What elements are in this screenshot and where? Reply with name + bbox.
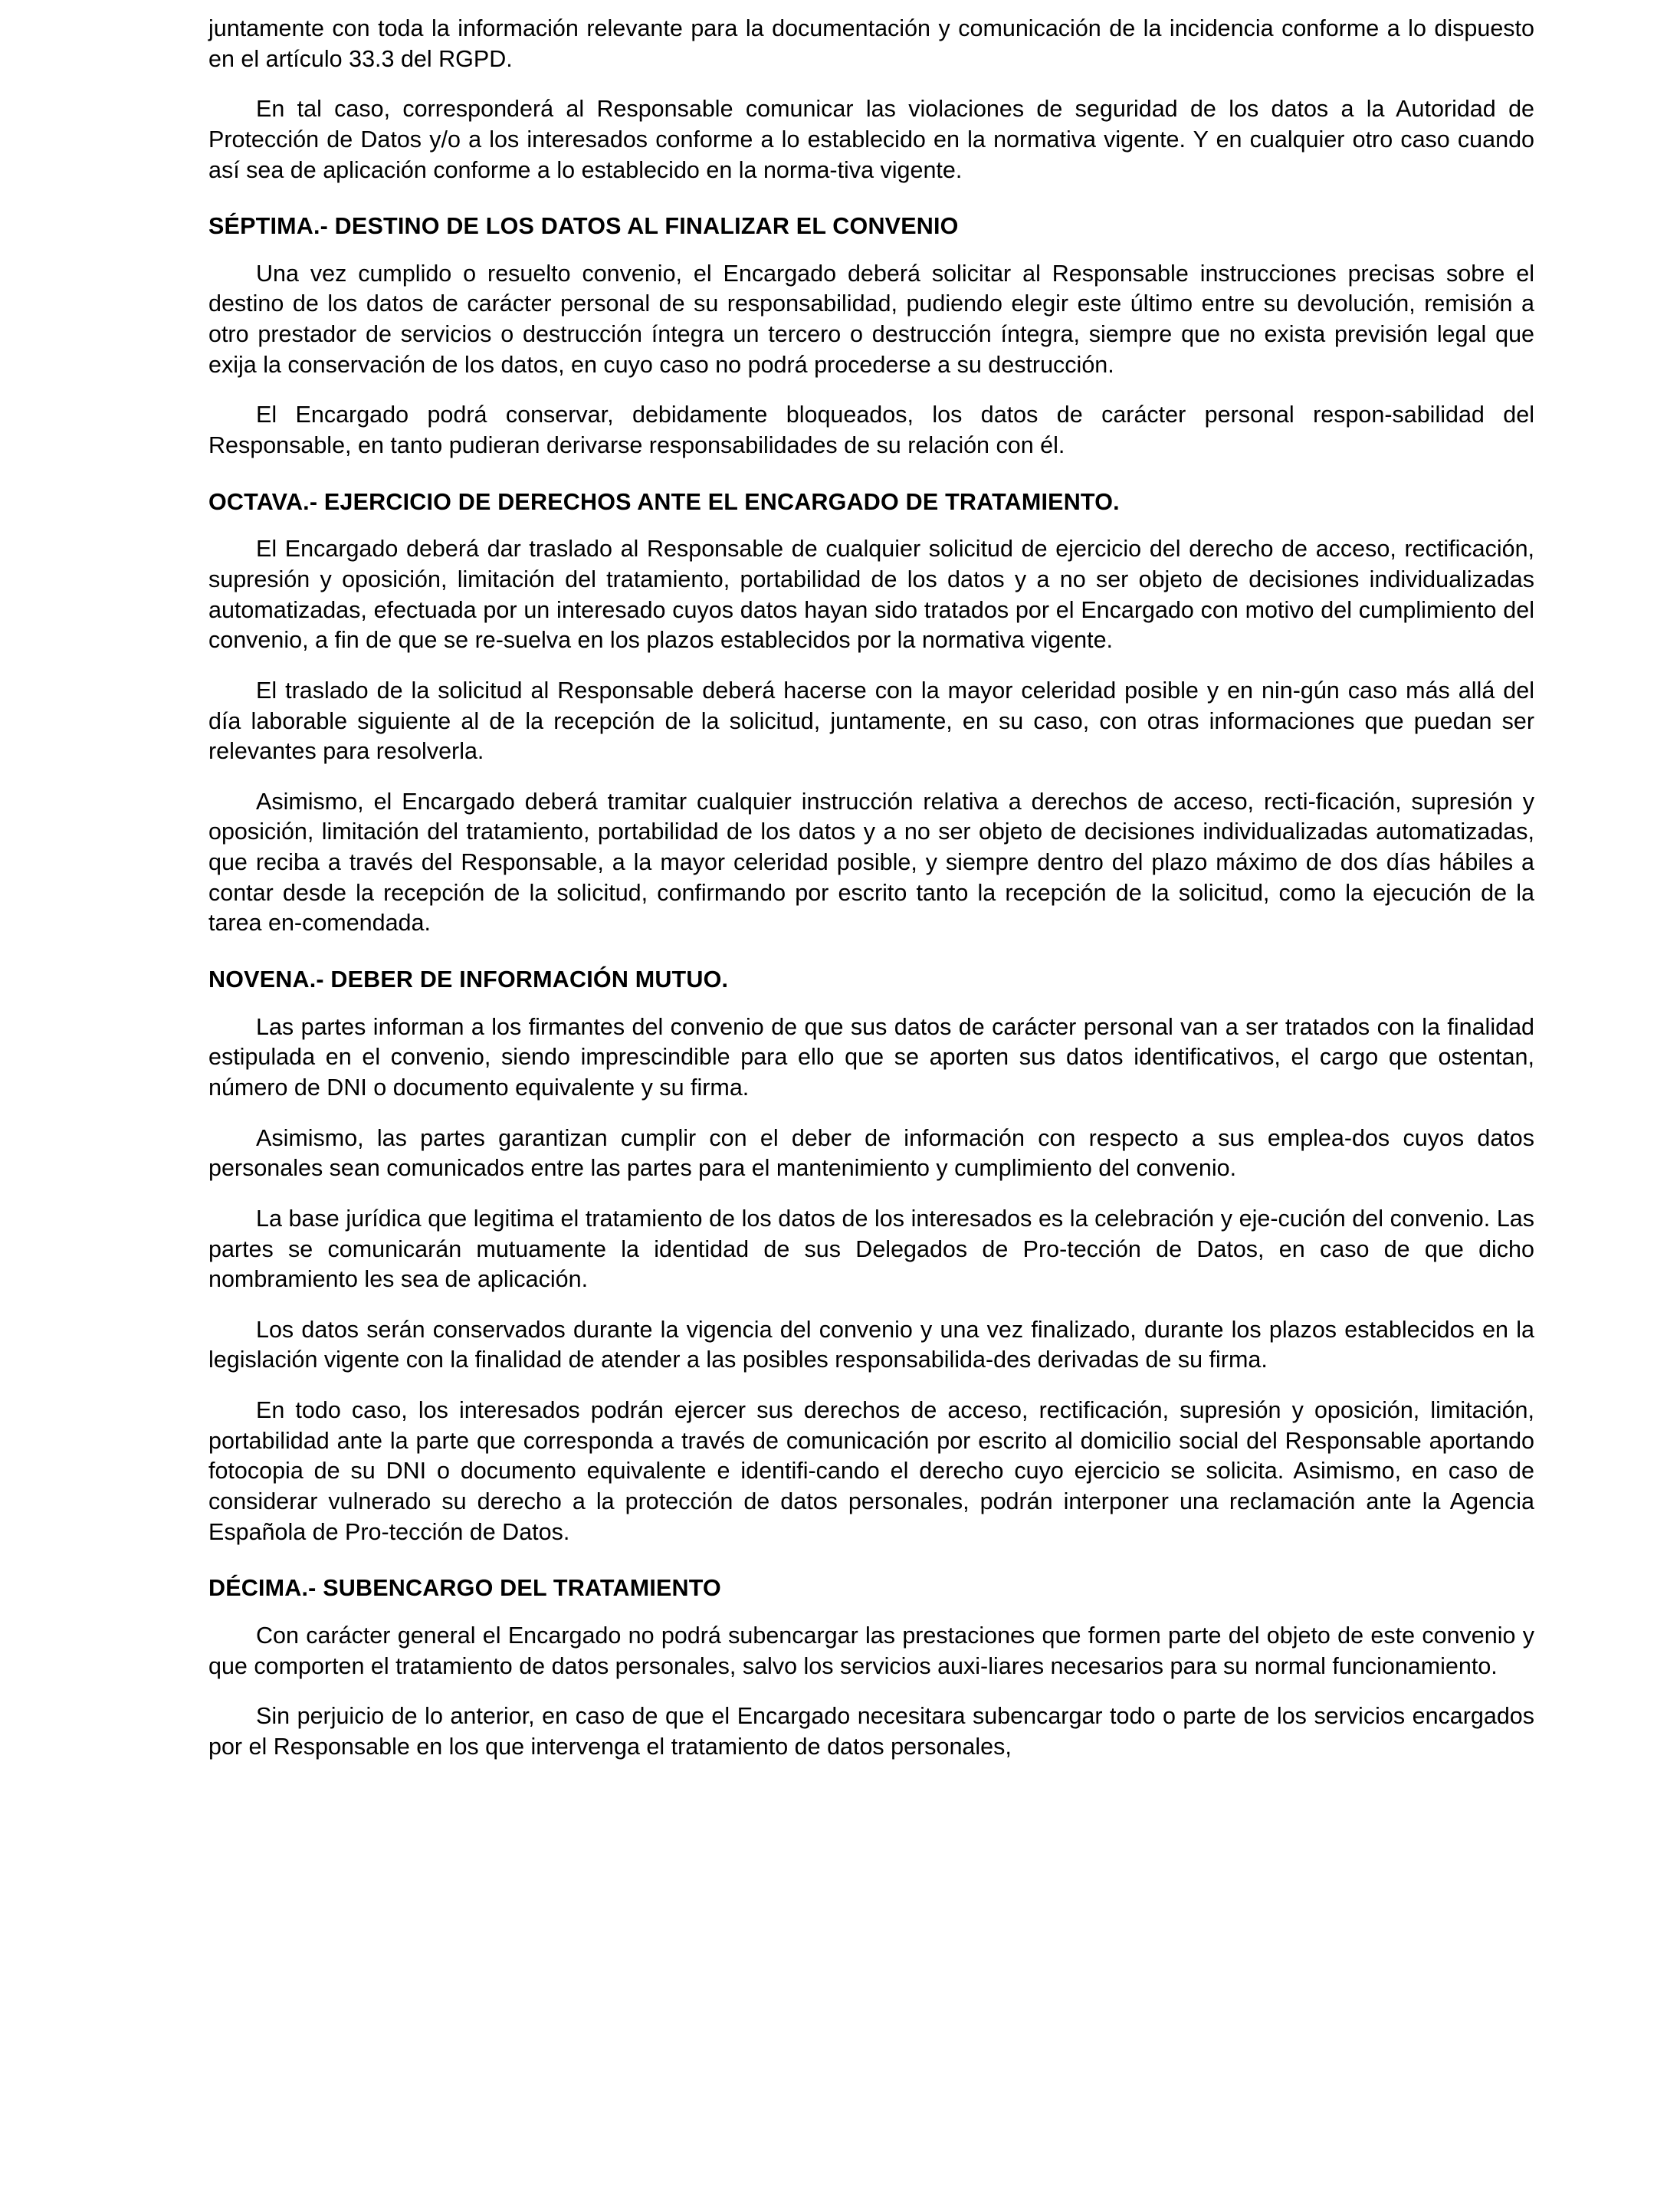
heading-spacer bbox=[208, 1567, 1534, 1573]
body-paragraph: El traslado de la solicitud al Responsable deberá hacerse con la mayor celeridad posible y en nin-gún caso más allá del día laborable siguiente al de la recepción de la solicitud, juntamente, en su caso, con otras informaciones que puedan ser relevantes para resolverla. bbox=[208, 677, 1534, 765]
heading-spacer bbox=[208, 481, 1534, 487]
body-paragraph: Con carácter general el Encargado no podrá subencargar las prestaciones que formen parte del objeto de este convenio y que comporten el tratamiento de datos personales, salvo los servicios auxi-liares necesarios para su normal funcionamiento. bbox=[208, 1622, 1534, 1679]
body-paragraph: Asimismo, las partes garantizan cumplir con el deber de información con respecto a sus emplea-dos cuyos datos personales sean comunicados entre las partes para el mantenimiento y cumplimiento del convenio. bbox=[208, 1124, 1534, 1182]
section-heading: SÉPTIMA.- DESTINO DE LOS DATOS AL FINALIZAR EL CONVENIO bbox=[208, 213, 959, 240]
body-paragraph: Sin perjuicio de lo anterior, en caso de que el Encargado necesitara subencargar todo o parte de los servicios encargados por el Responsable en los que intervenga el tratamiento de datos personales, bbox=[208, 1703, 1534, 1760]
body-paragraph: Asimismo, el Encargado deberá tramitar cualquier instrucción relativa a derechos de acceso, recti-ficación, supresión y oposición, limitación del tratamiento, portabilidad de los datos y a no ser objeto de decisiones individualizadas automatizadas, que reciba a través del Responsable, a la mayor celeridad posible, y siempre dentro del plazo máximo de dos días hábiles a contar desde la recepción de la solicitud, confirmando por escrito tanto la recepción de la solicitud, como la ejecución de la tarea en-comendada. bbox=[208, 788, 1534, 937]
document-body bbox=[208, 14, 1534, 1762]
section-heading: NOVENA.- DEBER DE INFORMACIÓN MUTUO. bbox=[208, 966, 729, 993]
body-paragraph: Las partes informan a los firmantes del convenio de que sus datos de carácter personal van a ser tratados con la finalidad estipulada en el convenio, siendo imprescindible para ello que se aporten sus datos identificativos, el cargo que ostentan, número de DNI o documento equivalente y su firma. bbox=[208, 1013, 1534, 1101]
section-heading: DÉCIMA.- SUBENCARGO DEL TRATAMIENTO bbox=[208, 1575, 721, 1602]
heading-spacer bbox=[208, 205, 1534, 212]
heading-spacer bbox=[208, 959, 1534, 965]
body-paragraph: Una vez cumplido o resuelto convenio, el Encargado deberá solicitar al Responsable instrucciones precisas sobre el destino de los datos de carácter personal de su responsabilidad, pudiendo elegir este último entre su devolución, remisión a otro prestador de servicios o destrucción íntegra un tercero o destrucción íntegra, siempre que no exista previsión legal que exija la conservación de los datos, en cuyo caso no podrá procederse a su destrucción. bbox=[208, 260, 1534, 378]
section-heading: OCTAVA.- EJERCICIO DE DERECHOS ANTE EL ENCARGADO DE TRATAMIENTO. bbox=[208, 488, 1120, 515]
body-paragraph: El Encargado deberá dar traslado al Responsable de cualquier solicitud de ejercicio del derecho de acceso, rectificación, supresión y oposición, limitación del tratamiento, portabilidad de los datos y a no ser objeto de decisiones individualizadas automatizadas, efectuada por un interesado cuyos datos hayan sido tratados por el Encargado con motivo del cumplimiento del convenio, a fin de que se re-suelva en los plazos establecidos por la normativa vigente. bbox=[208, 536, 1534, 654]
body-paragraph: La base jurídica que legitima el tratamiento de los datos de los interesados es la celebración y eje-cución del convenio. Las partes se comunicarán mutuamente la identidad de sus Delegados de Pro-tección de Datos, en caso de que dicho nombramiento les sea de aplicación. bbox=[208, 1205, 1534, 1293]
body-paragraph: juntamente con toda la información relevante para la documentación y comunicación de la incidencia conforme a lo dispuesto en el artículo 33.3 del RGPD. bbox=[208, 15, 1534, 72]
body-paragraph: En tal caso, corresponderá al Responsable comunicar las violaciones de seguridad de los datos a la Autoridad de Protección de Datos y/o a los interesados conforme a lo establecido en la normativa vigente. Y en cualquier otro caso cuando así sea de aplicación conforme a lo establecido en la norma-tiva vigente. bbox=[208, 96, 1534, 183]
body-paragraph: El Encargado podrá conservar, debidamente bloqueados, los datos de carácter personal respon-sabilidad del Responsable, en tanto pudieran derivarse responsabilidades de su relación con él. bbox=[208, 402, 1534, 459]
body-paragraph: En todo caso, los interesados podrán ejercer sus derechos de acceso, rectificación, supresión y oposición, limitación, portabilidad ante la parte que corresponda a través de comunicación por escrito al domicilio social del Responsable aportando fotocopia de su DNI o documento equivalente e identifi-cando el derecho cuyo ejercicio se solicita. Asimismo, en caso de considerar vulnerado su derecho a la protección de datos personales, podrán interponer una reclamación ante la Agencia Española de Pro-tección de Datos. bbox=[208, 1397, 1534, 1545]
body-paragraph: Los datos serán conservados durante la vigencia del convenio y una vez finalizado, durante los plazos establecidos en la legislación vigente con la finalidad de atender a las posibles responsabilida-des derivadas de su firma. bbox=[208, 1316, 1534, 1373]
